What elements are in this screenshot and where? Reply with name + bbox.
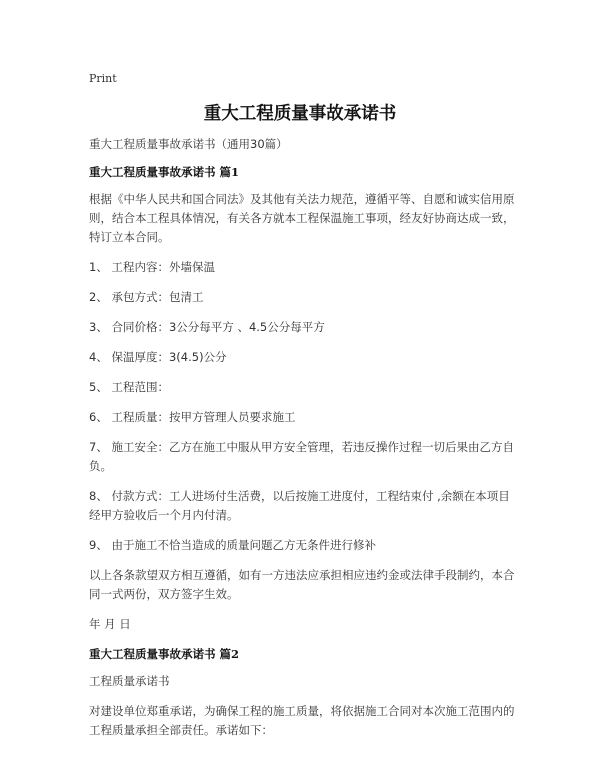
section-doc-title-2: 工程质量承诺书 <box>89 674 170 688</box>
list-item: 5、 工程范围： <box>89 380 169 394</box>
list-item: 7、 施工安全：乙方在施工中服从甲方安全管理，若违反操作过程一切后果由乙方自负。 <box>89 440 514 473</box>
signature-date: 年 月 日 <box>89 617 131 631</box>
section-heading-1: 重大工程质量事故承诺书 篇1 <box>89 165 240 179</box>
list-item: 4、 保温厚度：3(4.5)公分 <box>89 350 227 364</box>
list-item: 2、 承包方式：包清工 <box>89 290 204 304</box>
paragraph-closing-1: 以上各条款望双方相互遵循，如有一方违法应承担相应违约金或法律手段制约，本合同一式两份，双方签字生效。 <box>89 568 515 601</box>
document-body <box>89 135 521 751</box>
paragraph-intro-1: 根据《中华人民共和国合同法》及其他有关法力规范，遵循平等、自愿和诚实信用原则，结合本工程具体情况，有关各方就本工程保温施工事项，经友好协商达成一致，特订立本合同。 <box>89 192 515 244</box>
page-title: 重大工程质量事故承诺书 <box>203 104 397 124</box>
list-item: 3、 合同价格：3公分每平方 、4.5公分每平方 <box>89 320 325 334</box>
list-item: 9、 由于施工不恰当造成的质量问题乙方无条件进行修补 <box>89 538 376 552</box>
list-item: 6、 工程质量：按甲方管理人员要求施工 <box>89 410 296 424</box>
section-heading-2: 重大工程质量事故承诺书 篇2 <box>89 647 240 661</box>
document-subtitle: 重大工程质量事故承诺书（通用30篇） <box>89 137 288 151</box>
paragraph-intro-2: 对建设单位郑重承诺，为确保工程的施工质量，将依据施工合同对本次施工范围内的工程质量承担全部责任。承诺如下： <box>89 704 515 737</box>
list-item: 1、 工程内容：外墙保温 <box>89 260 215 274</box>
list-item: 8、 付款方式：工人进场付生活费，以后按施工进度付，工程结束付 ,余额在本项目经甲方验收后一个月内付清。 <box>89 489 510 522</box>
print-link[interactable]: Print <box>89 72 117 85</box>
